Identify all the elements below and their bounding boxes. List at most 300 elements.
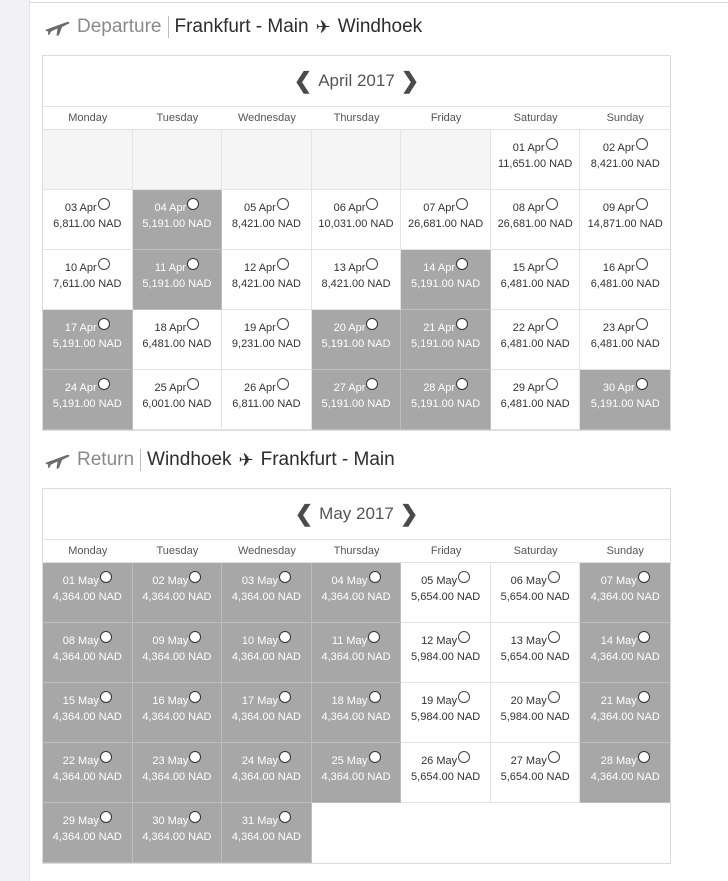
day-date-row	[312, 258, 401, 276]
day-date: 16 Apr	[602, 262, 635, 274]
radio-icon[interactable]	[366, 378, 378, 390]
day-price: 4,364.00 NAD	[321, 591, 391, 603]
calendar-grid	[43, 130, 670, 430]
day-price: 5,654.00 NAD	[500, 651, 570, 663]
calendar-day-cell[interactable]	[133, 310, 223, 370]
calendar-day-cell[interactable]	[133, 190, 223, 250]
day-date-row	[491, 378, 580, 396]
day-date: 07 May	[600, 575, 637, 587]
radio-icon[interactable]	[100, 631, 112, 643]
day-date: 21 May	[600, 695, 637, 707]
radio-icon[interactable]	[277, 378, 289, 390]
weekday-label: Friday	[430, 545, 462, 557]
calendar-week-row	[43, 683, 670, 743]
day-date-row	[401, 691, 490, 709]
calendar-day-cell[interactable]	[222, 370, 312, 430]
day-date: 11 Apr	[154, 262, 186, 274]
day-price: 6,481.00 NAD	[590, 278, 660, 290]
calendar-blank-cell	[580, 803, 670, 863]
weekday-label: Tuesday	[156, 545, 199, 557]
radio-icon[interactable]	[458, 691, 470, 703]
day-date-row	[491, 631, 580, 649]
calendar-day-cell[interactable]	[133, 563, 223, 623]
calendar-day-cell[interactable]	[43, 310, 133, 370]
radio-icon[interactable]	[548, 571, 560, 583]
chevron-left-icon[interactable]: ❮	[294, 501, 314, 526]
day-price: 6,481.00 NAD	[142, 338, 212, 350]
radio-icon[interactable]	[187, 258, 199, 270]
day-date-row	[133, 571, 222, 589]
weekday-label: Monday	[68, 545, 108, 557]
day-date-row	[580, 751, 670, 769]
calendar-grid	[43, 563, 670, 863]
calendar-day-cell[interactable]	[222, 250, 312, 310]
day-date: 23 Apr	[602, 322, 635, 334]
day-date-row	[43, 571, 132, 589]
day-date: 03 May	[241, 575, 278, 587]
radio-icon[interactable]	[279, 571, 291, 583]
calendar-day-cell[interactable]	[312, 190, 402, 250]
radio-icon[interactable]	[98, 198, 110, 210]
day-date: 05 May	[421, 575, 458, 587]
day-date: 18 May	[331, 695, 368, 707]
day-date-row	[133, 198, 222, 216]
calendar-week-row	[43, 250, 670, 310]
calendar-day-cell[interactable]	[401, 310, 491, 370]
calendar-day-cell[interactable]	[133, 743, 223, 803]
radio-icon[interactable]	[279, 811, 291, 823]
radio-icon[interactable]	[636, 258, 648, 270]
day-date: 02 Apr	[602, 142, 635, 154]
weekday-row	[43, 107, 670, 130]
radio-icon[interactable]	[187, 318, 199, 330]
month-title: May 2017	[319, 504, 394, 523]
day-price: 4,364.00 NAD	[142, 711, 212, 723]
calendar-day-cell[interactable]	[43, 563, 133, 623]
radio-icon[interactable]	[189, 751, 201, 763]
departure-header	[43, 13, 422, 41]
day-price: 4,364.00 NAD	[52, 711, 122, 723]
day-date: 29 May	[62, 815, 99, 827]
radio-icon[interactable]	[98, 318, 110, 330]
day-date-row	[133, 258, 222, 276]
day-date: 12 Apr	[244, 262, 276, 274]
calendar-day-cell[interactable]	[222, 563, 312, 623]
calendar-day-cell[interactable]	[580, 310, 670, 370]
radio-icon[interactable]	[458, 571, 470, 583]
radio-icon[interactable]	[366, 258, 378, 270]
day-price: 4,364.00 NAD	[321, 771, 391, 783]
route-plane-icon: ✈	[238, 449, 254, 470]
calendar-day-cell[interactable]	[580, 563, 670, 623]
calendar-day-cell[interactable]	[491, 310, 581, 370]
day-date-row	[491, 571, 580, 589]
calendar-day-cell[interactable]	[491, 683, 581, 743]
day-date-row	[133, 751, 222, 769]
radio-icon[interactable]	[456, 198, 468, 210]
day-price: 7,611.00 NAD	[53, 278, 122, 290]
calendar-empty-cell	[222, 130, 312, 190]
day-price: 4,364.00 NAD	[231, 651, 301, 663]
return-label: Return	[77, 449, 135, 470]
day-date: 17 May	[241, 695, 278, 707]
day-date-row	[133, 811, 222, 829]
radio-icon[interactable]	[636, 378, 648, 390]
calendar-day-cell[interactable]	[491, 190, 581, 250]
day-date-row	[222, 571, 311, 589]
day-price: 6,001.00 NAD	[142, 398, 212, 410]
radio-icon[interactable]	[546, 378, 558, 390]
day-date-row	[222, 318, 311, 336]
day-date-row	[580, 571, 670, 589]
weekday-label: Thursday	[333, 545, 380, 557]
calendar-day-cell[interactable]	[312, 683, 402, 743]
calendar-day-cell[interactable]	[133, 370, 223, 430]
calendar-day-cell[interactable]	[491, 130, 581, 190]
radio-icon[interactable]	[458, 631, 470, 643]
day-date: 01 Apr	[512, 142, 545, 154]
radio-icon[interactable]	[546, 138, 558, 150]
day-price: 5,191.00 NAD	[321, 338, 391, 350]
radio-icon[interactable]	[546, 318, 558, 330]
day-date-row	[580, 318, 670, 336]
day-price: 4,364.00 NAD	[590, 591, 660, 603]
radio-icon[interactable]	[189, 631, 201, 643]
day-date: 13 May	[510, 635, 547, 647]
day-date-row	[312, 751, 401, 769]
radio-icon[interactable]	[187, 198, 199, 210]
day-date: 27 Apr	[333, 382, 366, 394]
day-date-row	[312, 571, 401, 589]
calendar-day-cell[interactable]	[401, 623, 491, 683]
calendar-day-cell[interactable]	[133, 623, 223, 683]
day-date-row	[312, 198, 401, 216]
weekday-label: Monday	[68, 112, 108, 124]
day-date-row	[491, 318, 580, 336]
day-price: 5,984.00 NAD	[411, 711, 481, 723]
calendar-blank-cell	[312, 803, 402, 863]
radio-icon[interactable]	[638, 571, 650, 583]
calendar-day-cell[interactable]	[491, 370, 581, 430]
calendar-day-cell[interactable]	[580, 683, 670, 743]
day-price: 4,364.00 NAD	[142, 771, 212, 783]
radio-icon[interactable]	[366, 318, 378, 330]
calendar-day-cell[interactable]	[222, 623, 312, 683]
day-date: 19 May	[421, 695, 458, 707]
calendar-day-cell[interactable]	[491, 623, 581, 683]
calendar-day-cell[interactable]	[43, 623, 133, 683]
day-price: 6,481.00 NAD	[590, 338, 660, 350]
calendar-day-cell[interactable]	[222, 743, 312, 803]
day-date-row	[222, 751, 311, 769]
day-date-row	[491, 751, 580, 769]
day-price: 5,191.00 NAD	[142, 278, 212, 290]
calendar-day-cell[interactable]	[312, 743, 402, 803]
calendar-day-cell[interactable]	[133, 803, 223, 863]
radio-icon[interactable]	[98, 258, 110, 270]
day-date-row	[43, 751, 132, 769]
radio-icon[interactable]	[369, 571, 381, 583]
day-date-row	[580, 258, 670, 276]
day-date-row	[133, 378, 222, 396]
day-date: 10 May	[241, 635, 278, 647]
day-date: 30 May	[152, 815, 189, 827]
chevron-right-icon[interactable]: ❯	[399, 501, 419, 526]
radio-icon[interactable]	[279, 691, 291, 703]
calendar-day-cell[interactable]	[312, 370, 402, 430]
calendar-week-row	[43, 130, 670, 190]
day-date: 13 Apr	[333, 262, 366, 274]
day-price: 26,681.00 NAD	[497, 218, 573, 230]
day-date-row	[401, 318, 490, 336]
radio-icon[interactable]	[189, 571, 201, 583]
return-destination: Frankfurt - Main	[260, 449, 395, 470]
return-header	[43, 446, 395, 474]
chevron-right-icon[interactable]: ❯	[400, 68, 420, 93]
calendar-day-cell[interactable]	[401, 370, 491, 430]
day-date: 02 May	[152, 575, 189, 587]
calendar-week-row	[43, 743, 670, 803]
day-date: 14 May	[600, 635, 637, 647]
day-price: 5,191.00 NAD	[411, 278, 481, 290]
day-date: 23 May	[152, 755, 189, 767]
calendar-day-cell[interactable]	[222, 190, 312, 250]
calendar-day-cell[interactable]	[43, 370, 133, 430]
day-date-row	[401, 751, 490, 769]
day-price: 5,191.00 NAD	[411, 338, 481, 350]
radio-icon[interactable]	[636, 198, 648, 210]
radio-icon[interactable]	[100, 811, 112, 823]
calendar-week-row	[43, 563, 670, 623]
radio-icon[interactable]	[546, 198, 558, 210]
calendar-week-row	[43, 190, 670, 250]
calendar-day-cell[interactable]	[222, 803, 312, 863]
return-calendar	[42, 488, 671, 864]
day-date-row	[133, 631, 222, 649]
day-date: 18 Apr	[154, 322, 187, 334]
calendar-day-cell[interactable]	[580, 743, 670, 803]
calendar-day-cell[interactable]	[43, 250, 133, 310]
calendar-day-cell[interactable]	[401, 563, 491, 623]
radio-icon[interactable]	[456, 378, 468, 390]
day-date: 09 May	[152, 635, 189, 647]
radio-icon[interactable]	[279, 631, 291, 643]
calendar-day-cell[interactable]	[312, 623, 402, 683]
day-price: 4,364.00 NAD	[321, 711, 391, 723]
calendar-day-cell[interactable]	[580, 370, 670, 430]
day-date-row	[491, 198, 580, 216]
radio-icon[interactable]	[189, 811, 201, 823]
calendar-day-cell[interactable]	[491, 743, 581, 803]
day-date: 21 Apr	[423, 322, 455, 334]
day-date: 20 May	[510, 695, 547, 707]
radio-icon[interactable]	[369, 751, 381, 763]
calendar-blank-cell	[491, 803, 581, 863]
day-price: 4,364.00 NAD	[231, 711, 301, 723]
calendar-day-cell[interactable]	[580, 623, 670, 683]
calendar-day-cell[interactable]	[312, 250, 402, 310]
radio-icon[interactable]	[458, 751, 470, 763]
radio-icon[interactable]	[100, 691, 112, 703]
calendar-day-cell[interactable]	[401, 250, 491, 310]
radio-icon[interactable]	[98, 378, 110, 390]
radio-icon[interactable]	[456, 318, 468, 330]
day-date: 04 May	[331, 575, 368, 587]
weekday-label: Saturday	[513, 112, 558, 124]
month-title: April 2017	[318, 71, 395, 90]
radio-icon[interactable]	[277, 258, 289, 270]
radio-icon[interactable]	[189, 691, 201, 703]
calendar-day-cell[interactable]	[401, 743, 491, 803]
day-price: 4,364.00 NAD	[231, 831, 301, 843]
calendar-week-row	[43, 310, 670, 370]
day-date: 31 May	[241, 815, 278, 827]
radio-icon[interactable]	[548, 631, 560, 643]
calendar-empty-cell	[401, 130, 491, 190]
radio-icon[interactable]	[100, 751, 112, 763]
day-price: 6,811.00 NAD	[53, 218, 122, 230]
calendar-header	[43, 489, 670, 540]
radio-icon[interactable]	[277, 198, 289, 210]
calendar-day-cell[interactable]	[491, 563, 581, 623]
day-date: 07 Apr	[423, 202, 455, 214]
day-date-row	[580, 691, 670, 709]
day-price: 9,231.00 NAD	[231, 338, 301, 350]
calendar-day-cell[interactable]	[43, 743, 133, 803]
calendar-day-cell[interactable]	[43, 803, 133, 863]
day-price: 8,421.00 NAD	[590, 158, 660, 170]
calendar-week-row	[43, 370, 670, 430]
day-date: 10 Apr	[64, 262, 97, 274]
day-price: 5,984.00 NAD	[411, 651, 481, 663]
day-date: 25 May	[331, 755, 368, 767]
day-price: 4,364.00 NAD	[590, 711, 660, 723]
weekday-label: Tuesday	[156, 112, 199, 124]
radio-icon[interactable]	[369, 691, 381, 703]
day-date: 17 Apr	[64, 322, 97, 334]
calendar-day-cell[interactable]	[580, 250, 670, 310]
calendar-day-cell[interactable]	[222, 310, 312, 370]
day-date-row	[222, 378, 311, 396]
day-date: 12 May	[421, 635, 458, 647]
day-price: 4,364.00 NAD	[52, 591, 122, 603]
day-price: 5,191.00 NAD	[411, 398, 481, 410]
day-date: 06 May	[510, 575, 547, 587]
radio-icon[interactable]	[100, 571, 112, 583]
day-price: 5,984.00 NAD	[500, 711, 570, 723]
day-date: 29 Apr	[512, 382, 545, 394]
radio-icon[interactable]	[638, 751, 650, 763]
radio-icon[interactable]	[277, 318, 289, 330]
day-date-row	[133, 318, 222, 336]
calendar-day-cell[interactable]	[401, 190, 491, 250]
radio-icon[interactable]	[638, 691, 650, 703]
header-separator	[168, 16, 169, 38]
calendar-day-cell[interactable]	[312, 563, 402, 623]
day-date-row	[401, 631, 490, 649]
day-date-row	[43, 198, 132, 216]
day-date: 09 Apr	[602, 202, 635, 214]
day-price: 10,031.00 NAD	[318, 218, 394, 230]
day-price: 4,364.00 NAD	[142, 591, 212, 603]
radio-icon[interactable]	[456, 258, 468, 270]
day-date-row	[222, 631, 311, 649]
day-price: 5,191.00 NAD	[52, 338, 122, 350]
calendar-day-cell[interactable]	[43, 190, 133, 250]
day-date: 28 May	[600, 755, 637, 767]
day-price: 5,191.00 NAD	[142, 218, 212, 230]
day-date-row	[401, 571, 490, 589]
day-date-row	[43, 691, 132, 709]
calendar-day-cell[interactable]	[580, 130, 670, 190]
radio-icon[interactable]	[366, 198, 378, 210]
day-price: 5,191.00 NAD	[590, 398, 660, 410]
radio-icon[interactable]	[638, 631, 650, 643]
day-date-row	[222, 811, 311, 829]
radio-icon[interactable]	[187, 378, 199, 390]
calendar-day-cell[interactable]	[491, 250, 581, 310]
day-date-row	[580, 378, 670, 396]
day-price: 4,364.00 NAD	[52, 771, 122, 783]
radio-icon[interactable]	[548, 751, 560, 763]
day-price: 6,811.00 NAD	[232, 398, 301, 410]
day-date: 15 May	[62, 695, 99, 707]
radio-icon[interactable]	[636, 318, 648, 330]
day-date-row	[43, 258, 132, 276]
day-date: 05 Apr	[244, 202, 276, 214]
weekday-label: Saturday	[513, 545, 558, 557]
day-price: 5,654.00 NAD	[500, 591, 570, 603]
day-date: 14 Apr	[423, 262, 455, 274]
calendar-day-cell[interactable]	[133, 250, 223, 310]
radio-icon[interactable]	[368, 631, 380, 643]
day-date: 26 Apr	[244, 382, 276, 394]
route-plane-icon: ✈	[315, 16, 331, 37]
day-date-row	[222, 258, 311, 276]
calendar-day-cell[interactable]	[580, 190, 670, 250]
day-price: 4,364.00 NAD	[52, 831, 122, 843]
departure-origin: Frankfurt - Main	[174, 16, 309, 37]
radio-icon[interactable]	[546, 258, 558, 270]
chevron-left-icon[interactable]: ❮	[293, 68, 313, 93]
day-price: 8,421.00 NAD	[231, 218, 301, 230]
calendar-day-cell[interactable]	[312, 310, 402, 370]
day-date-row	[312, 631, 401, 649]
day-date: 19 Apr	[244, 322, 276, 334]
calendar-week-row	[43, 803, 670, 863]
day-price: 8,421.00 NAD	[231, 278, 301, 290]
calendar-day-cell[interactable]	[43, 683, 133, 743]
weekday-label: Sunday	[606, 112, 644, 124]
day-price: 4,364.00 NAD	[321, 651, 391, 663]
day-date-row	[491, 258, 580, 276]
day-date: 24 May	[241, 755, 278, 767]
calendar-empty-cell	[312, 130, 402, 190]
weekday-label: Friday	[430, 112, 462, 124]
day-date: 16 May	[152, 695, 189, 707]
airplane-icon	[43, 16, 71, 38]
calendar-day-cell[interactable]	[222, 683, 312, 743]
weekday-label: Thursday	[333, 112, 380, 124]
day-date: 22 Apr	[512, 322, 545, 334]
radio-icon[interactable]	[548, 691, 560, 703]
radio-icon[interactable]	[279, 751, 291, 763]
calendar-day-cell[interactable]	[133, 683, 223, 743]
radio-icon[interactable]	[636, 138, 648, 150]
calendar-day-cell[interactable]	[401, 683, 491, 743]
day-date-row	[401, 258, 490, 276]
day-price: 4,364.00 NAD	[231, 771, 301, 783]
